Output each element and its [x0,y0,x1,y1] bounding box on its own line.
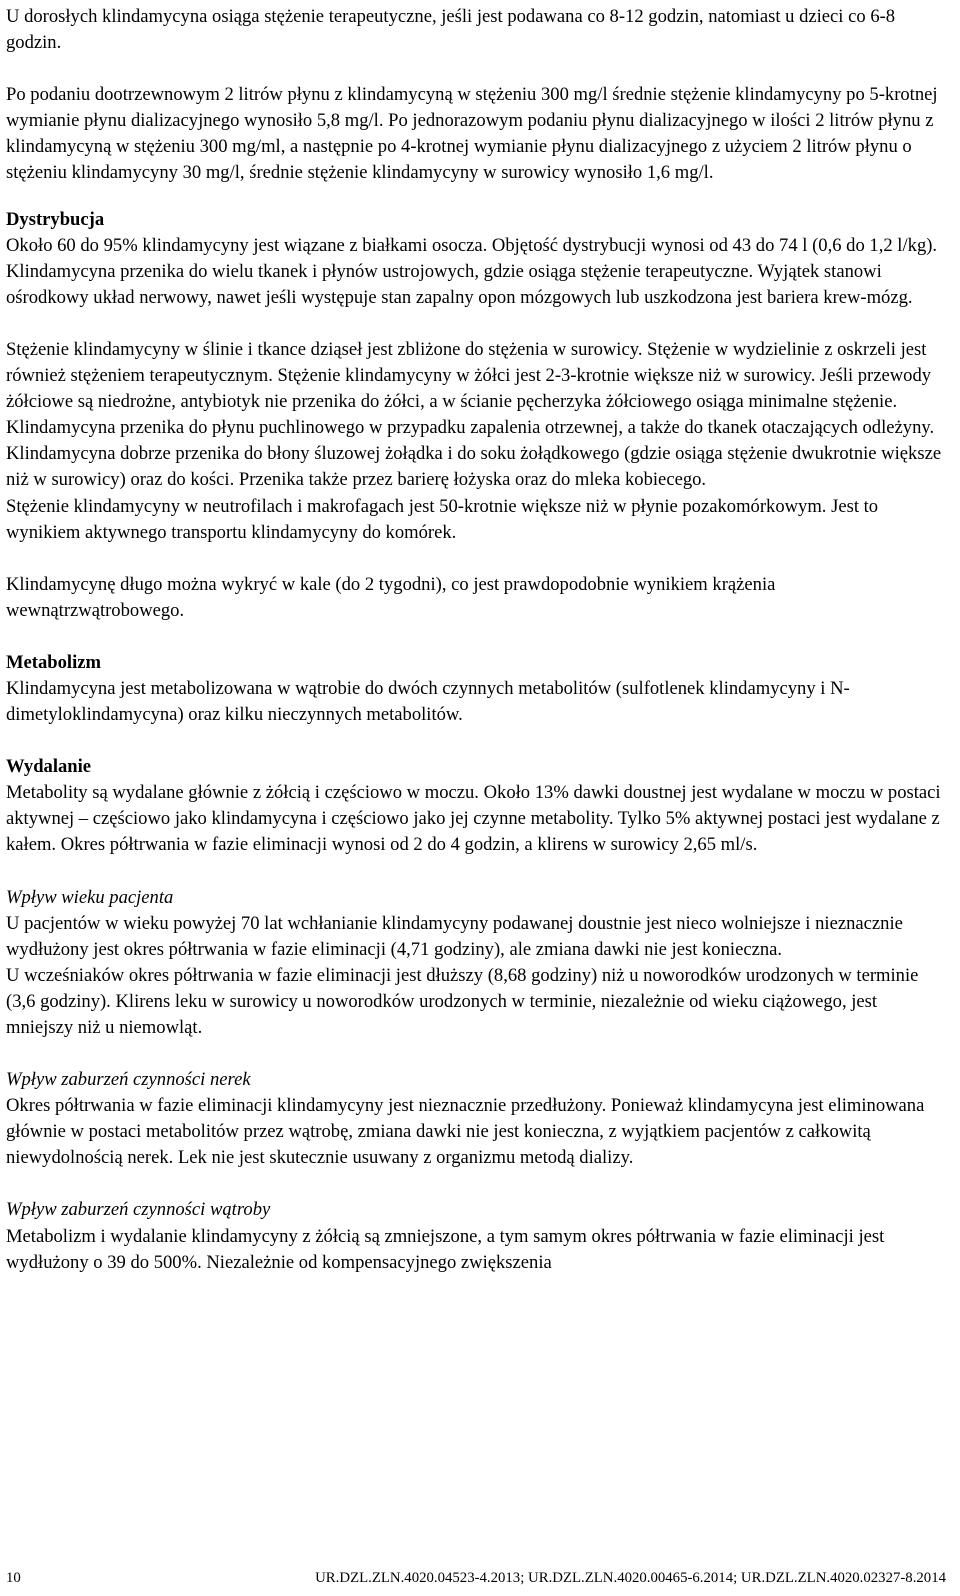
distribution-paragraph-4: Klindamycyna dobrze przenika do błony śluzowej żołądka i do soku żołądkowego (gdzie osiąga stężenie dwukrotnie większe niż w surowicy) oraz do kości. Przenika także przez barierę łożyska oraz do mleka kobiecego. [6,443,942,491]
page-number: 10 [6,1570,21,1586]
intro-paragraph-1: U dorosłych klindamycyna osiąga stężenie terapeutyczne, jeśli jest podawana co 8-12 godzin, natomiast u dzieci co 6-8 godzin. [6,6,896,54]
section-heading-excretion: Wydalanie [6,756,92,778]
age-paragraph-2: U wcześniaków okres półtrwania w fazie eliminacji jest dłuższy (8,68 godziny) niż u noworodków urodzonych w terminie (3,6 godziny). Klirens leku w surowicy u noworodków urodzonych w terminie, niezależnie od wieku ciążowego, jest mniejszy niż u niemowląt. [6,964,919,1038]
metabolism-paragraph-1: Klindamycyna jest metabolizowana w wątrobie do dwóch czynnych metabolitów (sulfotlenek klindamycyny i N-dimetyloklindamycyna) oraz kilku nieczynnych metabolitów. [6,677,850,726]
distribution-paragraph-1: Około 60 do 95% klindamycyny jest wiązane z białkami osocza. Objętość dystrybucji wynosi od 43 do 74 l (0,6 do 1,2 l/kg). [6,234,938,256]
intro-paragraph-2: Po podaniu dootrzewnowym 2 litrów płynu z klindamycyną w stężeniu 300 mg/l średnie stężenie klindamycyny po 5-krotnej wymianie płynu dializacyjnego wynosiło 5,8 mg/l. Po jednorazowym podaniu płynu dializacyjnego w ilości 2 litrów płynu z klindamycyną w stężeniu 300 mg/ml, a następnie po 4-krotnej wymianie płynu dializacyjnego z użyciem 2 litrów płynu o stężeniu klindamycyny 30 mg/l, średnie stężenie klindamycyny w surowicy wynosiło 1,6 mg/l. [6,84,938,184]
kidney-paragraph-1: Okres półtrwania w fazie eliminacji klindamycyny jest nieznacznie przedłużony. Ponieważ klindamycyna jest eliminowana głównie w postaci metabolitów przez wątrobę, zmiana dawki nie jest konieczna, z wyjątkiem pacjentów z całkowitą niewydolnością nerek. Lek nie jest skutecznie usuwany z organizmu metodą dializy. [6,1095,925,1169]
distribution-paragraph-6: Klindamycynę długo można wykryć w kale (do 2 tygodni), co jest prawdopodobnie wynikiem krążenia wewnątrzwątrobowego. [6,573,776,621]
liver-paragraph-1: Metabolizm i wydalanie klindamycyny z żółcią są zmniejszone, a tym samym okres półtrwania w fazie eliminacji jest wydłużony o 39 do 500%. Niezależnie od kompensacyjnego zwiększenia [6,1225,885,1273]
section-heading-kidney: Wpływ zaburzeń czynności nerek [6,1069,251,1091]
document-body [6,4,946,1276]
page-footer [6,1568,946,1588]
distribution-paragraph-2: Klindamycyna przenika do wielu tkanek i płynów ustrojowych, gdzie osiąga stężenie terapeutyczne. Wyjątek stanowi ośrodkowy układ nerwowy, nawet jeśli występuje stan zapalny opon mózgowych lub uszkodzona jest bariera krew-mózg. [6,260,913,308]
section-heading-metabolism: Metabolizm [6,651,102,673]
section-heading-age: Wpływ wieku pacjenta [6,886,174,908]
excretion-paragraph-1: Metabolity są wydalane głównie z żółcią i częściowo w moczu. Około 13% dawki doustnej jest wydalane w moczu w postaci aktywnej – częściowo jako klindamycyna i częściowo jako jej czynne metabolity. Tylko 5% aktywnej postaci jest wydalane z kałem. Okres półtrwania w fazie eliminacji wynosi od 2 do 4 godzin, a klirens w surowicy 2,65 ml/s. [6,782,941,856]
distribution-paragraph-5: Stężenie klindamycyny w neutrofilach i makrofagach jest 50-krotnie większe niż w płynie pozakomórkowym. Jest to wynikiem aktywnego transportu klindamycyny do komórek. [6,495,879,543]
section-heading-distribution: Dystrybucja [6,208,105,230]
section-heading-liver: Wpływ zaburzeń czynności wątroby [6,1199,271,1221]
age-paragraph-1: U pacjentów w wieku powyżej 70 lat wchłanianie klindamycyny podawanej doustnie jest nieco wolniejsze i nieznacznie wydłużony jest okres półtrwania w fazie eliminacji (4,71 godziny), ale zmiana dawki nie jest konieczna. [6,912,903,960]
distribution-paragraph-3: Stężenie klindamycyny w ślinie i tkance dziąseł jest zbliżone do stężenia w surowicy. Stężenie w wydzielinie z oskrzeli jest również stężeniem terapeutycznym. Stężenie klindamycyny w żółci jest 2-3-krotnie większe niż w surowicy. Jeśli przewody żółciowe są niedrożne, antybiotyk nie przenika do żółci, a w ścianie pęcherzyka żółciowego osiąga minimalne stężenie. Klindamycyna przenika do płynu puchlinowego w przypadku zapalenia otrzewnej, a także do tkanek otaczających odleżyny. [6,338,935,439]
footer-reference: UR.DZL.ZLN.4020.04523-4.2013; UR.DZL.ZLN.4020.00465-6.2014; UR.DZL.ZLN.4020.02327-8.2014 [315,1570,946,1586]
